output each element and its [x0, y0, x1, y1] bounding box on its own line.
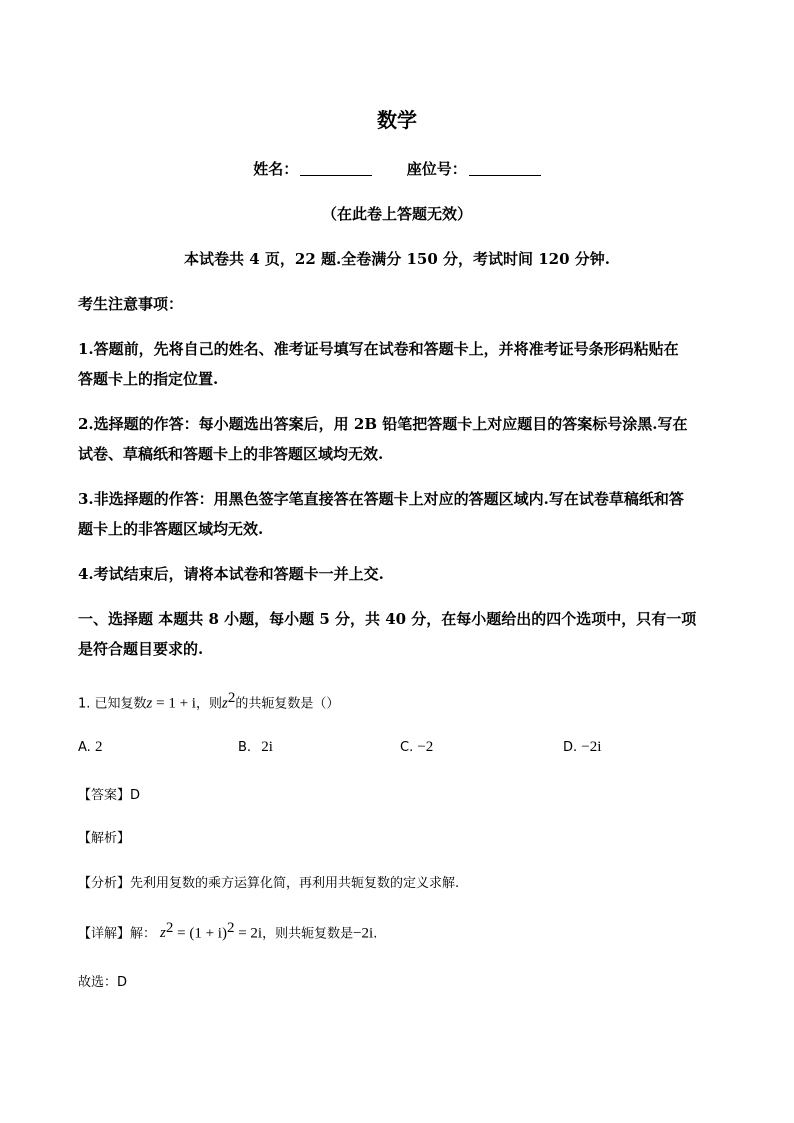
- option-c-label: C.: [400, 740, 418, 755]
- option-a-value: 2: [94, 739, 103, 755]
- notice-heading: 考生注意事项：: [78, 295, 184, 313]
- section1-line1: 一、选择题 本题共 8 小题，每小题 5 分，共 40 分，在每小题给出的四个选项中，只有一项: [78, 610, 697, 628]
- question1-z2-var: z: [222, 695, 228, 712]
- detail-var: z: [160, 925, 166, 942]
- seat-label: 座位号：: [406, 160, 467, 178]
- notice-item3-line1: 3.非选择题的作答：用黑色签字笔直接答在答题卡上对应的答题区域内.写在试卷草稿纸和答: [78, 490, 684, 508]
- page-title: 数学: [377, 108, 417, 132]
- detail-result: −2i: [353, 925, 374, 942]
- notice-item4: 4.考试结束后，请将本试卷和答题卡一并上交.: [78, 565, 384, 583]
- detail-line: [78, 920, 377, 942]
- detail-exp2: 2: [226, 920, 235, 936]
- seat-blank: [469, 161, 541, 176]
- detail-exp: 2: [165, 920, 174, 936]
- name-blank: [300, 161, 372, 176]
- analysis-text: 【分析】先利用复数的乘方运算化简，再利用共轭复数的定义求解.: [78, 876, 460, 891]
- analysis-heading: 【解析】: [78, 831, 131, 846]
- question1-suffix: 的共轭复数是（）: [235, 696, 340, 712]
- question1-z-value: = 1 + i: [152, 695, 196, 712]
- question1-z-var: z: [146, 695, 153, 712]
- detail-eq2: = 2i: [234, 925, 263, 942]
- question1-z2-exp: 2: [227, 690, 236, 706]
- option-b-label: B.: [238, 740, 256, 755]
- option-d: [563, 739, 601, 756]
- option-b-value: 2i: [261, 739, 273, 755]
- option-d-value: −2i: [581, 739, 602, 755]
- detail-prefix: 【详解】解：: [78, 926, 157, 942]
- detail-eq1: = (1 + i): [173, 925, 227, 942]
- exam-summary: 本试卷共 4 页，22 题.全卷满分 150 分，考试时间 120 分钟.: [184, 250, 610, 268]
- notice-item1-line1: 1.答题前，先将自己的姓名、准考证号填写在试卷和答题卡上，并将准考证号条形码粘贴在: [78, 340, 679, 358]
- answer-line: 【答案】D: [78, 788, 141, 803]
- name-seat-line: [0, 158, 794, 179]
- option-c: [400, 739, 433, 756]
- name-label: 姓名：: [253, 160, 299, 178]
- option-c-value: −2: [417, 739, 434, 755]
- detail-middle: ，则共轭复数是: [262, 926, 354, 942]
- option-a-label: A.: [78, 740, 95, 755]
- conclusion-line: 故选：D: [78, 975, 128, 990]
- question1-middle: ，则: [195, 696, 222, 712]
- option-b: [238, 739, 273, 756]
- notice-item2-line2: 试卷、草稿纸和答题卡上的非答题区域均无效.: [78, 445, 384, 463]
- detail-end: .: [373, 926, 378, 942]
- notice-item1-line2: 答题卡上的指定位置.: [78, 370, 219, 388]
- section1-line2: 是符合题目要求的.: [78, 640, 204, 658]
- notice-item3-line2: 题卡上的非答题区域均无效.: [78, 520, 264, 538]
- question1-stem: [78, 690, 339, 712]
- option-d-label: D.: [563, 740, 582, 755]
- question1-prefix: 1. 已知复数: [78, 696, 147, 712]
- option-a: [78, 739, 102, 756]
- invalid-note: （在此卷上答题无效）: [321, 205, 472, 223]
- notice-item2-line1: 2.选择题的作答：每小题选出答案后，用 2B 铅笔把答题卡上对应题目的答案标号涂黑.写在: [78, 415, 688, 433]
